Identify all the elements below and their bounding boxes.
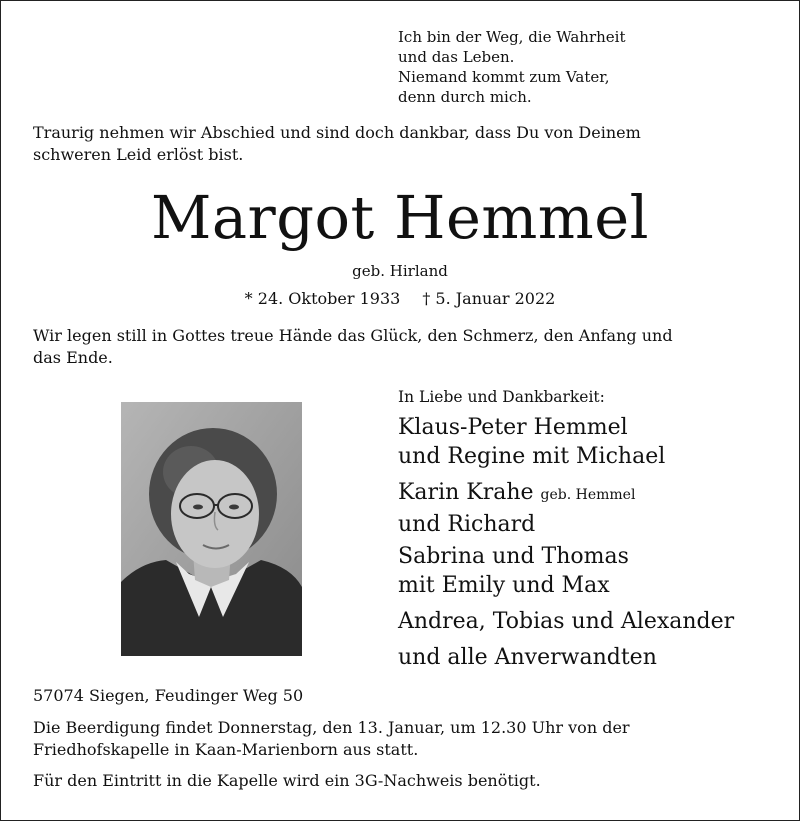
mourner-group xyxy=(398,478,635,539)
portrait-photo xyxy=(121,402,302,656)
mourner-line: Klaus-Peter Hemmel xyxy=(398,415,628,440)
funeral-info xyxy=(33,717,630,761)
mourner-group xyxy=(398,643,657,672)
verse-line: Niemand kommt zum Vater, xyxy=(398,68,610,86)
intro-text xyxy=(33,122,641,166)
birth-date: * 24. Oktober 1933 xyxy=(244,289,401,308)
mourner-line: und Richard xyxy=(398,512,536,537)
intro-line: schweren Leid erlöst bist. xyxy=(33,145,244,164)
bible-verse xyxy=(398,27,626,107)
mourner-line: und alle Anverwandten xyxy=(398,645,657,670)
intro-line: Traurig nehmen wir Abschied und sind doch dankbar, dass Du von Deinem xyxy=(33,123,641,142)
death-date: † 5. Januar 2022 xyxy=(422,289,556,308)
verse-line: und das Leben. xyxy=(398,48,515,66)
mourners-intro: In Liebe und Dankbarkeit: xyxy=(398,388,605,406)
mourner-group xyxy=(398,413,665,471)
prayer-line: Wir legen still in Gottes treue Hände das Glück, den Schmerz, den Anfang und xyxy=(33,326,673,345)
verse-line: Ich bin der Weg, die Wahrheit xyxy=(398,28,626,46)
verse-line: denn durch mich. xyxy=(398,88,532,106)
prayer-text xyxy=(33,325,673,369)
funeral-line: Friedhofskapelle in Kaan-Marienborn aus statt. xyxy=(33,740,419,759)
deceased-name: Margot Hemmel xyxy=(150,183,650,252)
admission-notice: Für den Eintritt in die Kapelle wird ein 3G-Nachweis benötigt. xyxy=(33,771,541,790)
mourner-maiden-note: geb. Hemmel xyxy=(540,487,636,503)
mourner-group xyxy=(398,607,734,636)
prayer-line: das Ende. xyxy=(33,348,113,367)
mourner-line: mit Emily und Max xyxy=(398,573,610,598)
mourner-line: Andrea, Tobias und Alexander xyxy=(398,609,735,634)
mourner-name: Karin Krahe xyxy=(398,480,534,505)
mourner-line xyxy=(398,478,635,510)
mourner-line: Sabrina und Thomas xyxy=(398,544,629,569)
mourner-line: und Regine mit Michael xyxy=(398,444,666,469)
maiden-name: geb. Hirland xyxy=(352,262,448,280)
portrait-image xyxy=(121,402,302,656)
family-address: 57074 Siegen, Feudinger Weg 50 xyxy=(33,686,304,705)
life-dates xyxy=(0,288,800,310)
funeral-line: Die Beerdigung findet Donnerstag, den 13. Januar, um 12.30 Uhr von der xyxy=(33,718,630,737)
mourner-group xyxy=(398,542,629,600)
